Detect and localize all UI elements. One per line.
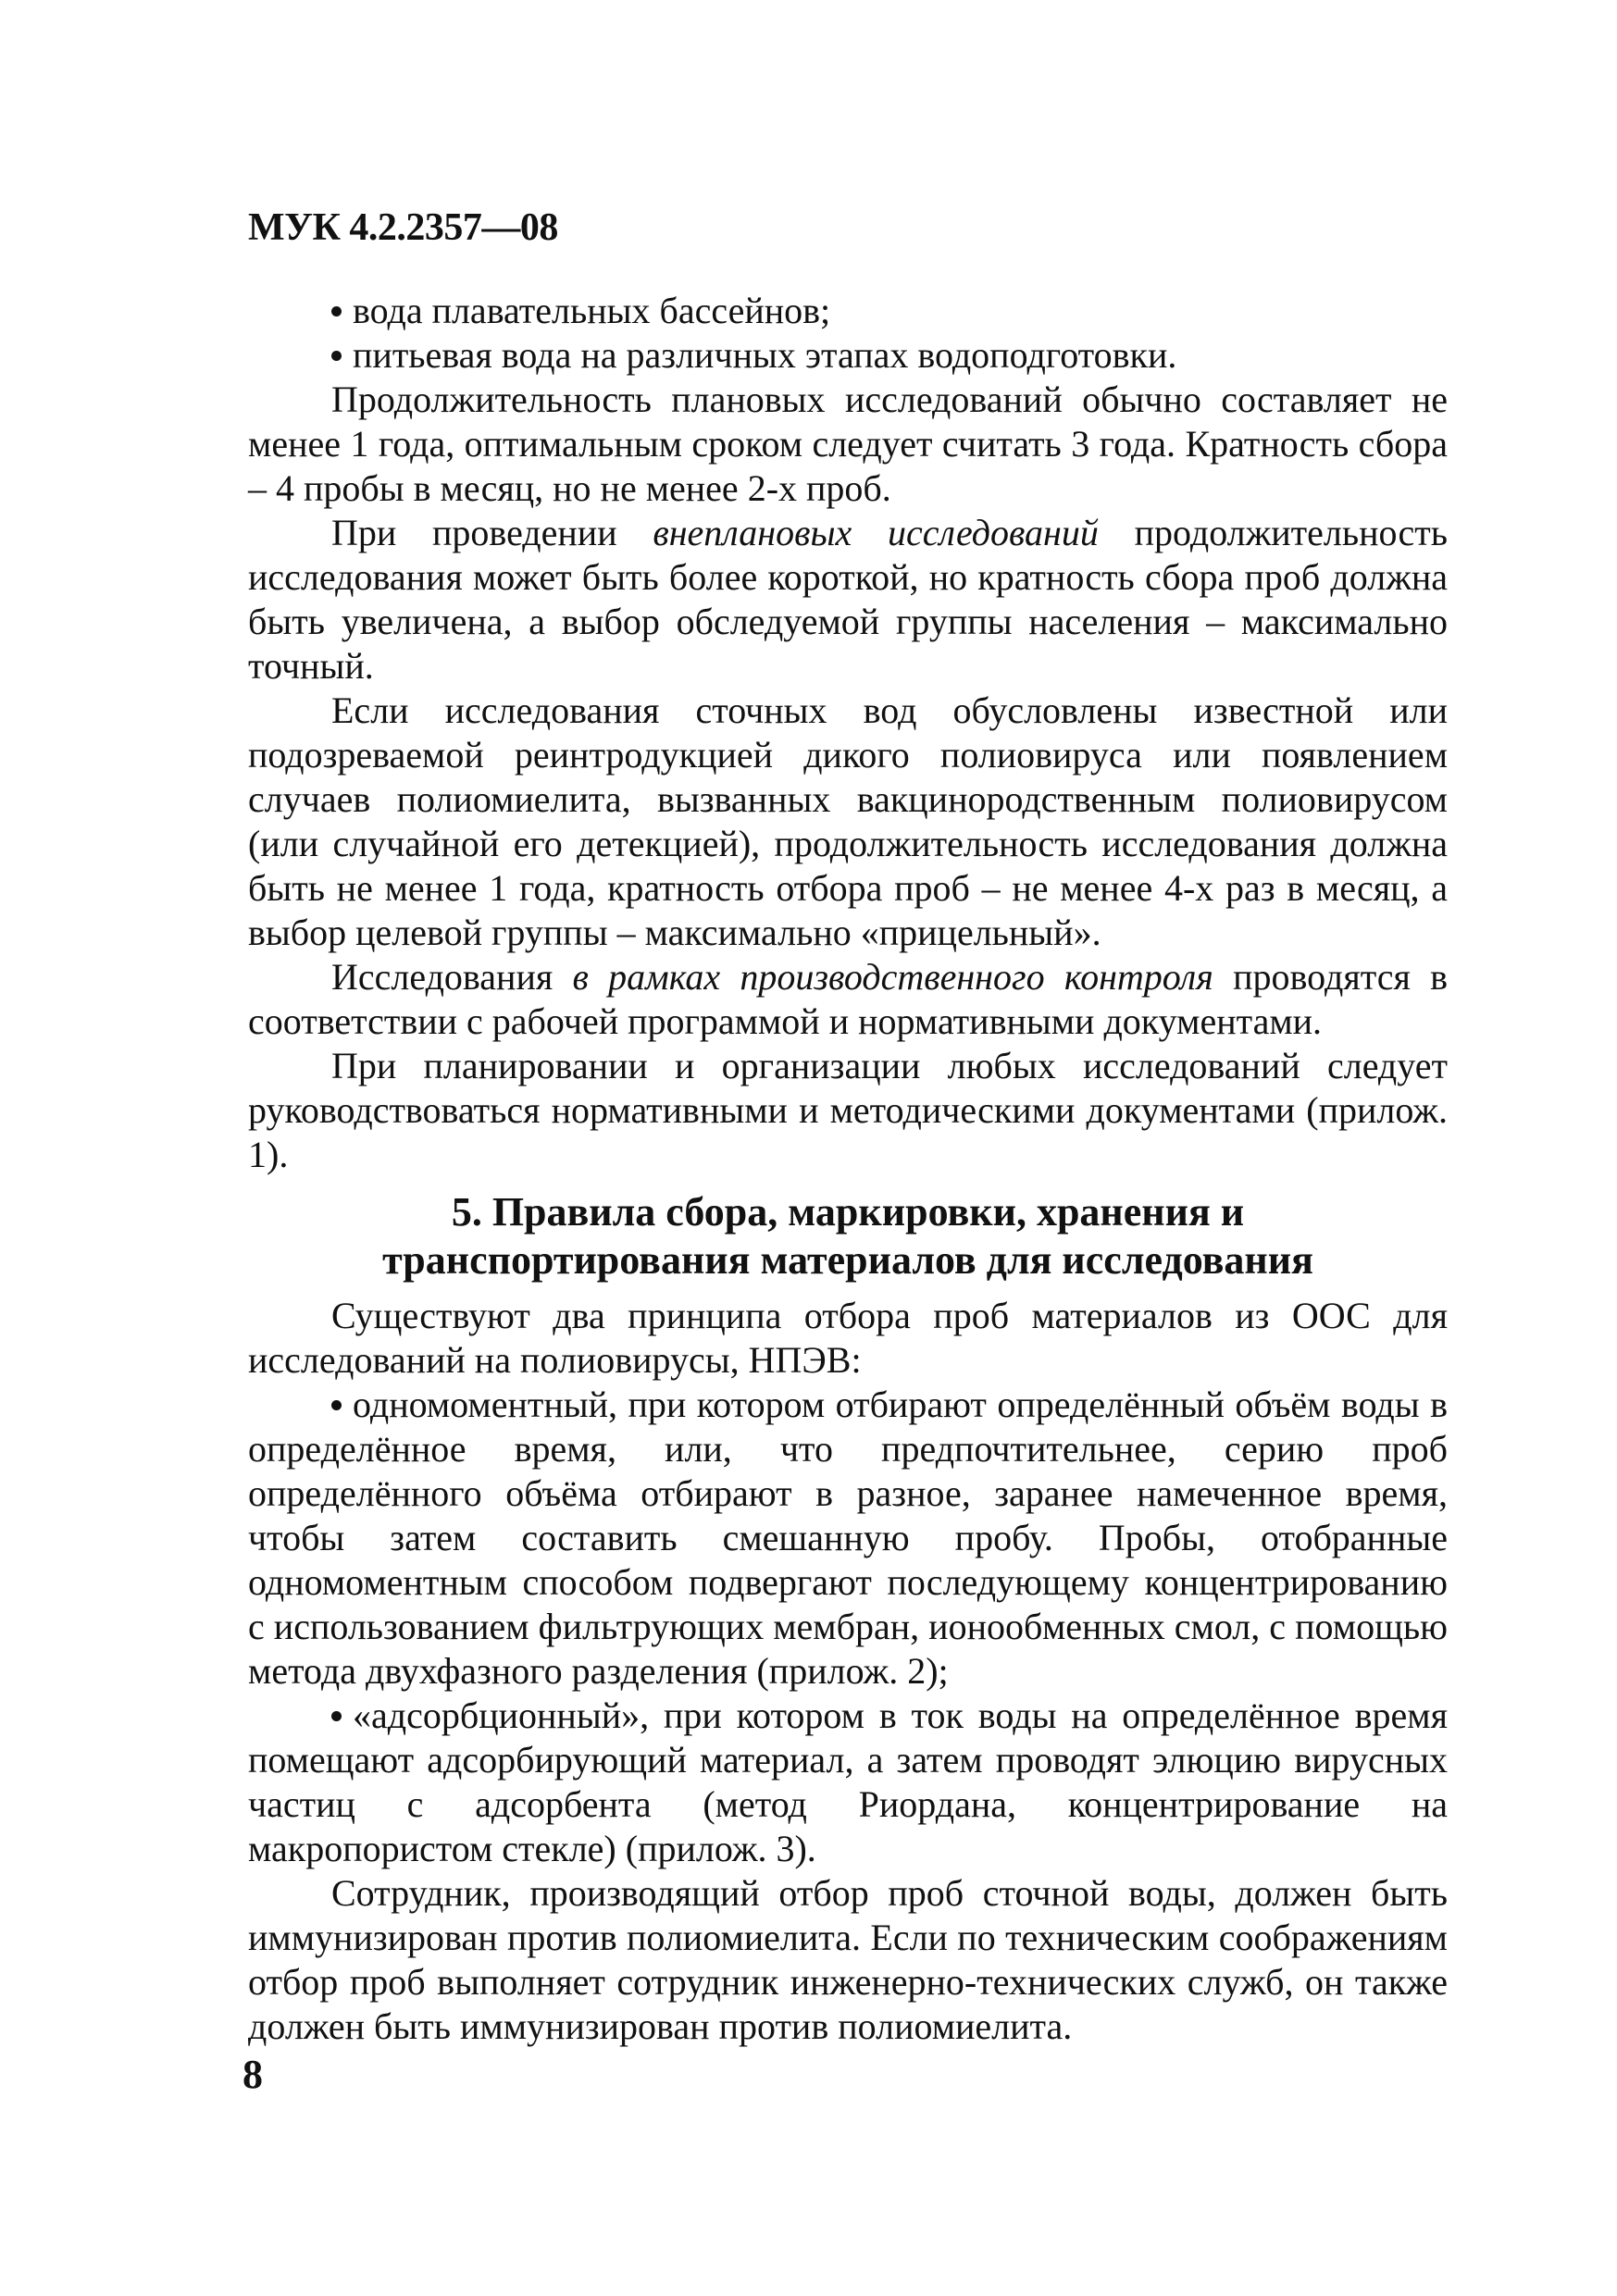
list-item-text: одномоментный, при котором отбирают определённый объём воды в определённое время, или, что предпочтительнее, серию проб определённого объёма отбирают в разное, заранее намеченное время, чтобы затем составить смешанную пробу. Пробы, отобранные одномоментным способом подвергают последующему концентрированию с использованием фильтрующих мембран, ионообменных смол, с помощью метода двухфазного разделения (прилож. 2); (248, 1384, 1448, 1692)
list-item-text: питьевая вода на различных этапах водоподготовки. (353, 334, 1177, 376)
list-item (248, 1694, 1448, 1871)
list-item-text: вода плавательных бассейнов; (353, 290, 831, 331)
paragraph-planning: При планировании и организации любых исследований следует руководствоваться нормативными и методическими документами (прилож. 1). (248, 1045, 1448, 1175)
list-item (248, 1383, 1448, 1694)
bullet-icon (331, 351, 342, 361)
list-item (248, 333, 1448, 378)
paragraph-immunization: Сотрудник, производящий отбор проб сточной воды, должен быть иммунизирован против полиомиелита. Если по техническим соображениям отбор проб выполняет сотрудник инженерно-технических служб, он также должен быть иммунизирован против полиомиелита. (248, 1872, 1448, 2047)
bullet-icon (331, 1400, 342, 1410)
document-code: МУК 4.2.2357—08 (248, 206, 558, 249)
bullet-icon (331, 306, 342, 316)
section-heading-line-2: транспортирования материалов для исследования (382, 1237, 1313, 1283)
list-item (248, 289, 1448, 333)
paragraph-sampling-principles: Существуют два принципа отбора проб материалов из ООС для исследований на полиовирусы, НПЭВ: (248, 1295, 1448, 1381)
paragraph-duration: Продолжительность плановых исследований обычно составляет не менее 1 года, оптимальным сроком следует считать 3 года. Кратность сбора – 4 пробы в месяц, но не менее 2-х проб. (248, 379, 1448, 509)
section-heading-line-1: 5. Правила сбора, маркировки, хранения и (451, 1189, 1245, 1235)
emphasis-text: в рамках производственного контроля (572, 956, 1213, 998)
section-heading (248, 1188, 1448, 1285)
page-number: 8 (243, 2052, 263, 2097)
page-body (248, 289, 1448, 2049)
paragraph-production-control: Исследования в рамках производственного контроля проводятся в соответствии с рабочей программой и нормативными документами. (248, 956, 1448, 1042)
paragraph-sewage-studies: Если исследования сточных вод обусловлены известной или подозреваемой реинтродукцией дикого полиовируса или появлением случаев полиомиелита, вызванных вакцинородственным полиовирусом (или случайной его детекцией), продолжительность исследования должна быть не менее 1 года, кратность отбора проб – не менее 4-х раз в месяц, а выбор целевой группы – максимально «прицельный». (248, 689, 1448, 953)
emphasis-text: внеплановых исследований (653, 512, 1099, 553)
paragraph-unplanned-studies: При проведении внеплановых исследований продолжительность исследования может быть более короткой, но кратность сбора проб должна быть увеличена, а выбор обследуемой группы населения – максимально точный. (248, 512, 1448, 687)
list-item-text: «адсорбционный», при котором в ток воды на определённое время помещают адсорбирующий материал, а затем проводят элюцию вирусных частиц с адсорбента (метод Риордана, концентрирование на макропористом стекле) (прилож. 3). (248, 1694, 1448, 1869)
bullet-icon (331, 1711, 342, 1721)
